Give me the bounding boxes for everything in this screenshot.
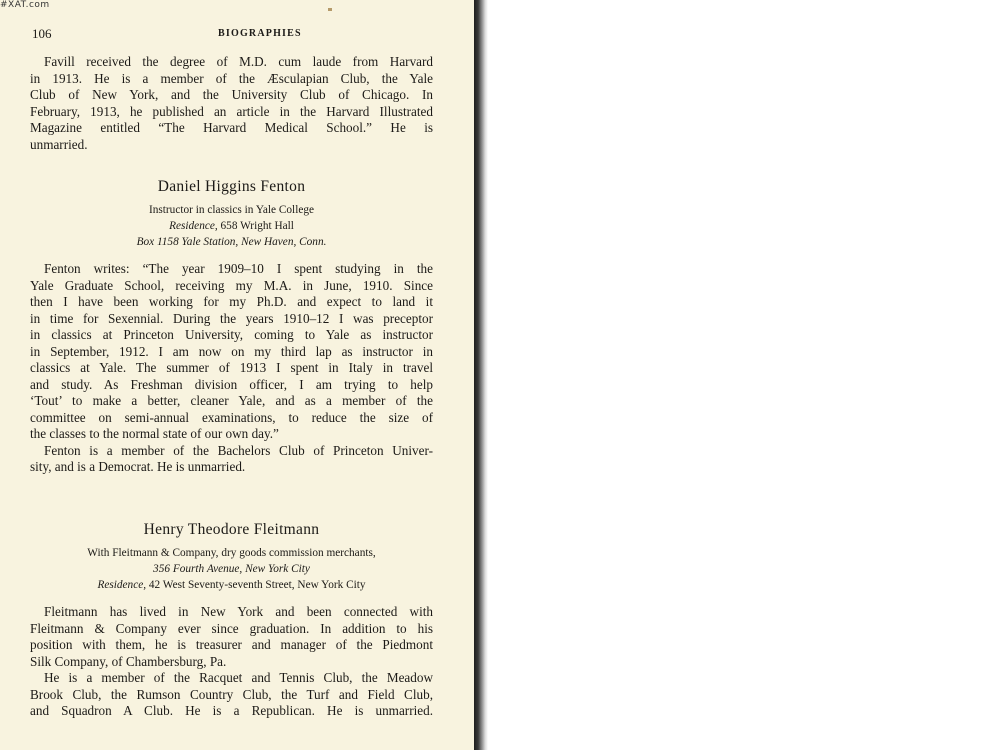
- watermark: #XAT.com: [0, 0, 50, 10]
- text-line: Fenton writes: “The year 1909–10 I spent studying in the: [44, 261, 433, 276]
- entry-info-fleitmann: [30, 545, 433, 593]
- entry-position: With Fleitmann & Company, dry goods commission merchants,: [87, 547, 376, 559]
- text-line: in classics at Princeton University, coming to Yale as instructor: [30, 327, 433, 342]
- ink-mark: [328, 8, 332, 11]
- entry-position: Instructor in classics in Yale College: [148, 204, 315, 216]
- book-spine-shadow: [474, 0, 488, 750]
- page-number: 106: [32, 26, 52, 41]
- entry-info-fenton: [30, 202, 433, 250]
- text-line: in time for Sexennial. During the years 1910–12 I was preceptor: [30, 310, 433, 326]
- right-page-blank: [488, 0, 1000, 750]
- entry-business-address: 356 Fourth Avenue, New York City: [153, 563, 310, 575]
- residence-label: Residence,: [97, 579, 147, 591]
- residence-value: 658 Wright Hall: [220, 220, 294, 232]
- entry-address: Box 1158 Yale Station, New Haven, Conn.: [136, 236, 327, 248]
- text-line: Yale Graduate School, receiving my M.A. in June, 1910. Since: [30, 277, 433, 293]
- text-line: the classes to the normal state of our own day.”: [30, 426, 279, 441]
- text-line: He is a member of the Racquet and Tennis Club, the Meadow: [44, 670, 433, 685]
- text-line: in 1913. He is a member of the Æsculapian Club, the Yale: [30, 70, 433, 86]
- running-head: BIOGRAPHIES: [218, 28, 302, 39]
- text-line: and study. As Freshman division officer, I am trying to help: [30, 376, 433, 392]
- entry-name-fleitmann: Henry Theodore Fleitmann: [143, 521, 320, 538]
- text-line: Brook Club, the Rumson Country Club, the Turf and Field Club,: [30, 686, 433, 702]
- text-line: committee on semi-annual examinations, to reduce the size of: [30, 409, 433, 425]
- text-line: position with them, he is treasurer and manager of the Piedmont: [30, 637, 433, 652]
- text-line: Club of New York, and the University Club of Chicago. In: [30, 87, 433, 102]
- fenton-paragraph: [30, 261, 433, 476]
- text-line: classics at Yale. The summer of 1913 I spent in Italy in travel: [30, 360, 433, 375]
- favill-paragraph: [30, 54, 433, 153]
- residence-value: 42 West Seventy-seventh Street, New York City: [148, 579, 366, 591]
- fleitmann-paragraph: [30, 604, 433, 720]
- text-line: unmarried.: [30, 136, 88, 152]
- left-page: [0, 0, 474, 750]
- entry-residence: [30, 577, 433, 593]
- text-line: then I have been working for my Ph.D. and expect to land it: [30, 294, 433, 309]
- text-line: sity, and is a Democrat. He is unmarried.: [30, 459, 246, 474]
- text-line: Favill received the degree of M.D. cum laude from Harvard: [44, 54, 433, 69]
- text-line: Fenton is a member of the Bachelors Club of Princeton Univer-: [44, 442, 433, 458]
- text-line: Fleitmann has lived in New York and been connected with: [44, 604, 433, 619]
- text-line: Silk Company, of Chambersburg, Pa.: [30, 653, 227, 669]
- text-line: and Squadron A Club. He is a Republican. He is unmarried.: [30, 703, 433, 718]
- residence-label: Residence,: [169, 220, 218, 232]
- entry-name-fenton: Daniel Higgins Fenton: [157, 178, 306, 195]
- entry-residence: [30, 218, 433, 234]
- text-line: Magazine entitled “The Harvard Medical School.” He is: [30, 120, 433, 135]
- text-line: ‘Tout’ to make a better, cleaner Yale, and as a member of the: [30, 393, 433, 408]
- text-line: Fleitmann & Company ever since graduation. In addition to his: [30, 620, 433, 636]
- text-line: February, 1913, he published an article in the Harvard Illustrated: [30, 103, 433, 119]
- text-line: in September, 1912. I am now on my third lap as instructor in: [30, 343, 433, 359]
